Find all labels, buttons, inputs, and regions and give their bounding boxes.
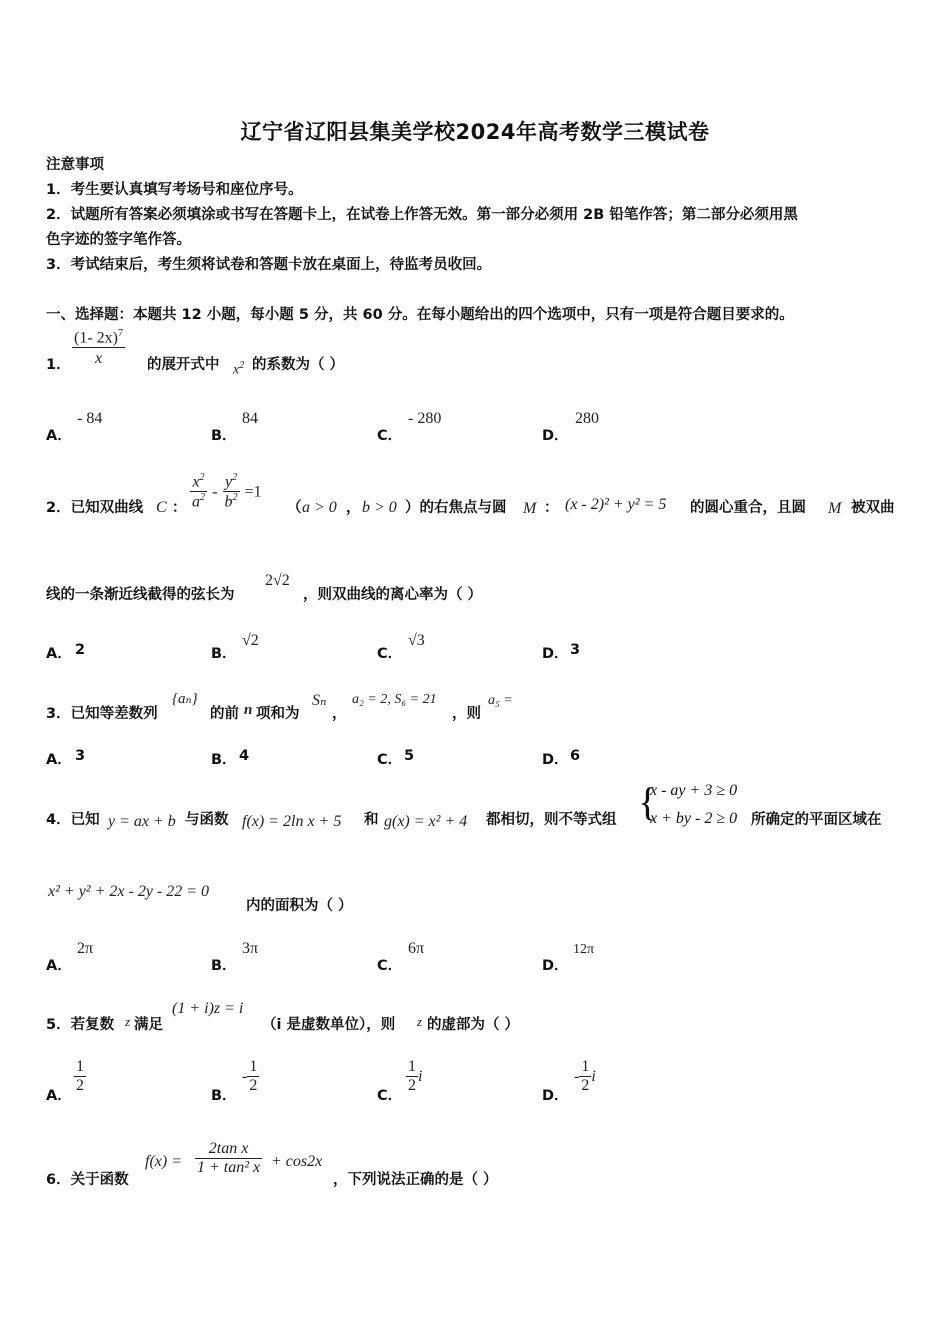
q2-cond-open: （ (287, 500, 302, 516)
q2-chord: 2√2 (265, 572, 290, 589)
option-value: 5 (404, 748, 415, 764)
q4-g: g(x) = x² + 4 (384, 813, 468, 830)
q3-seq: {aₙ} (172, 691, 198, 707)
q2-text: 被双曲 (851, 500, 895, 516)
option-value: 3 (570, 642, 581, 658)
q2-circle: M (523, 500, 537, 517)
option-label: A． (46, 958, 72, 974)
q4-text: 内的面积为（ ） (246, 898, 353, 914)
q2-circle: M (828, 500, 842, 517)
q5-z: z (125, 1014, 131, 1029)
q6-plus: + cos2x (271, 1153, 323, 1170)
q2-text: 2．已知双曲线 (46, 500, 144, 516)
q1-var: $x^2$ (233, 360, 245, 378)
notice-heading: 注意事项 (46, 157, 104, 173)
q2-comma: ， (346, 500, 361, 516)
q2-cond-a: a > 0 (302, 499, 337, 516)
option-label: B． (211, 1088, 237, 1104)
q6-text: ，下列说法正确的是（ ） (333, 1172, 498, 1188)
option-value: - 280 (408, 410, 442, 427)
option-value: 12π (573, 942, 595, 957)
option-label: A． (46, 428, 72, 444)
q2-text: ）的右焦点与圆 (405, 500, 507, 516)
q5-text: 满足 (134, 1017, 163, 1033)
option-label: C． (377, 646, 403, 662)
q3-ask: a₅ = (488, 693, 513, 708)
option-label: D． (542, 428, 569, 444)
option-value: √2 (242, 632, 259, 649)
q3-text: ，则 (452, 706, 481, 722)
option-label: C． (377, 752, 403, 768)
option-label: B． (211, 646, 237, 662)
q4-text: 4．已知 (46, 812, 100, 828)
q4-line: y = ax + b (108, 813, 176, 830)
q2-hyperbola-eq: $\frac{x^2}{a^2}$ - $\frac{y^2}{b^2}$ =1 (192, 472, 262, 511)
page-title: 辽宁省辽阳县集美学校2024年高考数学三模试卷 (240, 120, 710, 144)
q6-fraction: $\frac{\text{2tan x}}{\text{1 + tan² x}}$ (197, 1140, 261, 1176)
q3-text: 项和为 (256, 706, 300, 722)
option-label: B． (211, 752, 237, 768)
option-value: 4 (239, 748, 250, 764)
option-label: C． (377, 428, 403, 444)
q2-curve: C (156, 499, 167, 516)
q1-frac-exp: 7 (117, 328, 123, 339)
option-value: $\frac{1}{2}$ (76, 1058, 84, 1094)
option-label: A． (46, 752, 72, 768)
q1-fraction (72, 328, 125, 368)
option-label: D． (542, 646, 569, 662)
q5-eq: (1 + i)z = i (172, 1000, 244, 1017)
q4-text: 与函数 (185, 812, 229, 828)
option-value: 3 (75, 748, 86, 764)
q3-sum: Sₙ (312, 692, 327, 709)
q3-n: n (244, 702, 253, 718)
q3-text: 的前 (210, 706, 239, 722)
q6-text: 6．关于函数 (46, 1172, 129, 1188)
option-label: B． (211, 428, 237, 444)
option-value: 6 (570, 748, 581, 764)
q5-text: （i 是虚数单位），则 (262, 1017, 396, 1033)
option-value: 3π (242, 940, 259, 957)
q4-system-line: x - ay + 3 ≥ 0 (650, 782, 738, 799)
q6-f: f(x) = (145, 1153, 182, 1170)
section-heading: 一、选择题：本题共 12 小题，每小题 5 分，共 60 分。在每小题给出的四个选项中，只有一项是符合题目要求的。 (46, 307, 794, 323)
option-label: A． (46, 646, 72, 662)
option-label: B． (211, 958, 237, 974)
q3-text: ， (332, 706, 347, 722)
q2-colon: ： (172, 500, 187, 516)
q2-cond-b: b > 0 (362, 499, 397, 516)
option-value: - 84 (77, 410, 103, 427)
option-label: D． (542, 1088, 569, 1104)
q2-text: ，则双曲线的离心率为（ ） (303, 587, 483, 603)
q4-text: 所确定的平面区域在 (751, 812, 882, 828)
option-label: C． (377, 958, 403, 974)
q2-colon: ： (544, 500, 559, 516)
option-label: C． (377, 1088, 403, 1104)
notice-item: 2．试题所有答案必须填涂或书写在答题卡上，在试卷上作答无效。第一部分必须用 2B 铅笔作答；第二部分必须用黑 (46, 207, 798, 223)
option-value: - $\frac{1}{2}$ (242, 1058, 258, 1094)
q4-text: 和 (364, 812, 379, 828)
question-number: 1． (46, 357, 71, 373)
option-value: $\frac{1}{2}$ i (408, 1058, 423, 1094)
q4-system-brace: { (638, 779, 658, 824)
option-label: D． (542, 958, 569, 974)
option-label: D． (542, 752, 569, 768)
notice-item: 3．考试结束后，考生须将试卷和答题卡放在桌面上，待监考员收回。 (46, 257, 492, 273)
q5-text: 5．若复数 (46, 1017, 115, 1033)
q4-text: 都相切，则不等式组 (486, 812, 617, 828)
option-value: 2π (77, 940, 94, 957)
q1-text: 的系数为（ ） (252, 357, 345, 373)
option-value: 6π (408, 940, 425, 957)
q3-text: 3．已知等差数列 (46, 706, 158, 722)
q4-f: f(x) = 2ln x + 5 (242, 813, 342, 830)
notice-item: 1．考生要认真填写考场号和座位序号。 (46, 182, 303, 198)
q5-text: 的虚部为（ ） (427, 1017, 520, 1033)
q5-z: z (417, 1014, 423, 1029)
option-value: - $\frac{1}{2}$ i (574, 1058, 596, 1094)
option-value: 84 (242, 410, 258, 427)
option-value: 280 (575, 410, 599, 427)
q2-text: 线的一条渐近线截得的弦长为 (46, 587, 235, 603)
notice-item: 色字迹的签字笔作答。 (46, 232, 191, 248)
q4-system-line: x + by - 2 ≥ 0 (650, 810, 738, 827)
option-value: √3 (408, 632, 425, 649)
q3-given: a₂ = 2, S₆ = 21 (352, 692, 437, 707)
q2-text: 的圆心重合，且圆 (690, 500, 806, 516)
option-value: 2 (75, 642, 86, 658)
q2-circle-eq: (x - 2)² + y² = 5 (565, 496, 667, 513)
q4-circle: x² + y² + 2x - 2y - 22 = 0 (48, 883, 210, 900)
q1-text: 的展开式中 (147, 357, 220, 373)
q1-frac-den: x (72, 347, 125, 368)
q1-frac-num: (1- 2x) (74, 329, 118, 347)
option-label: A． (46, 1088, 72, 1104)
